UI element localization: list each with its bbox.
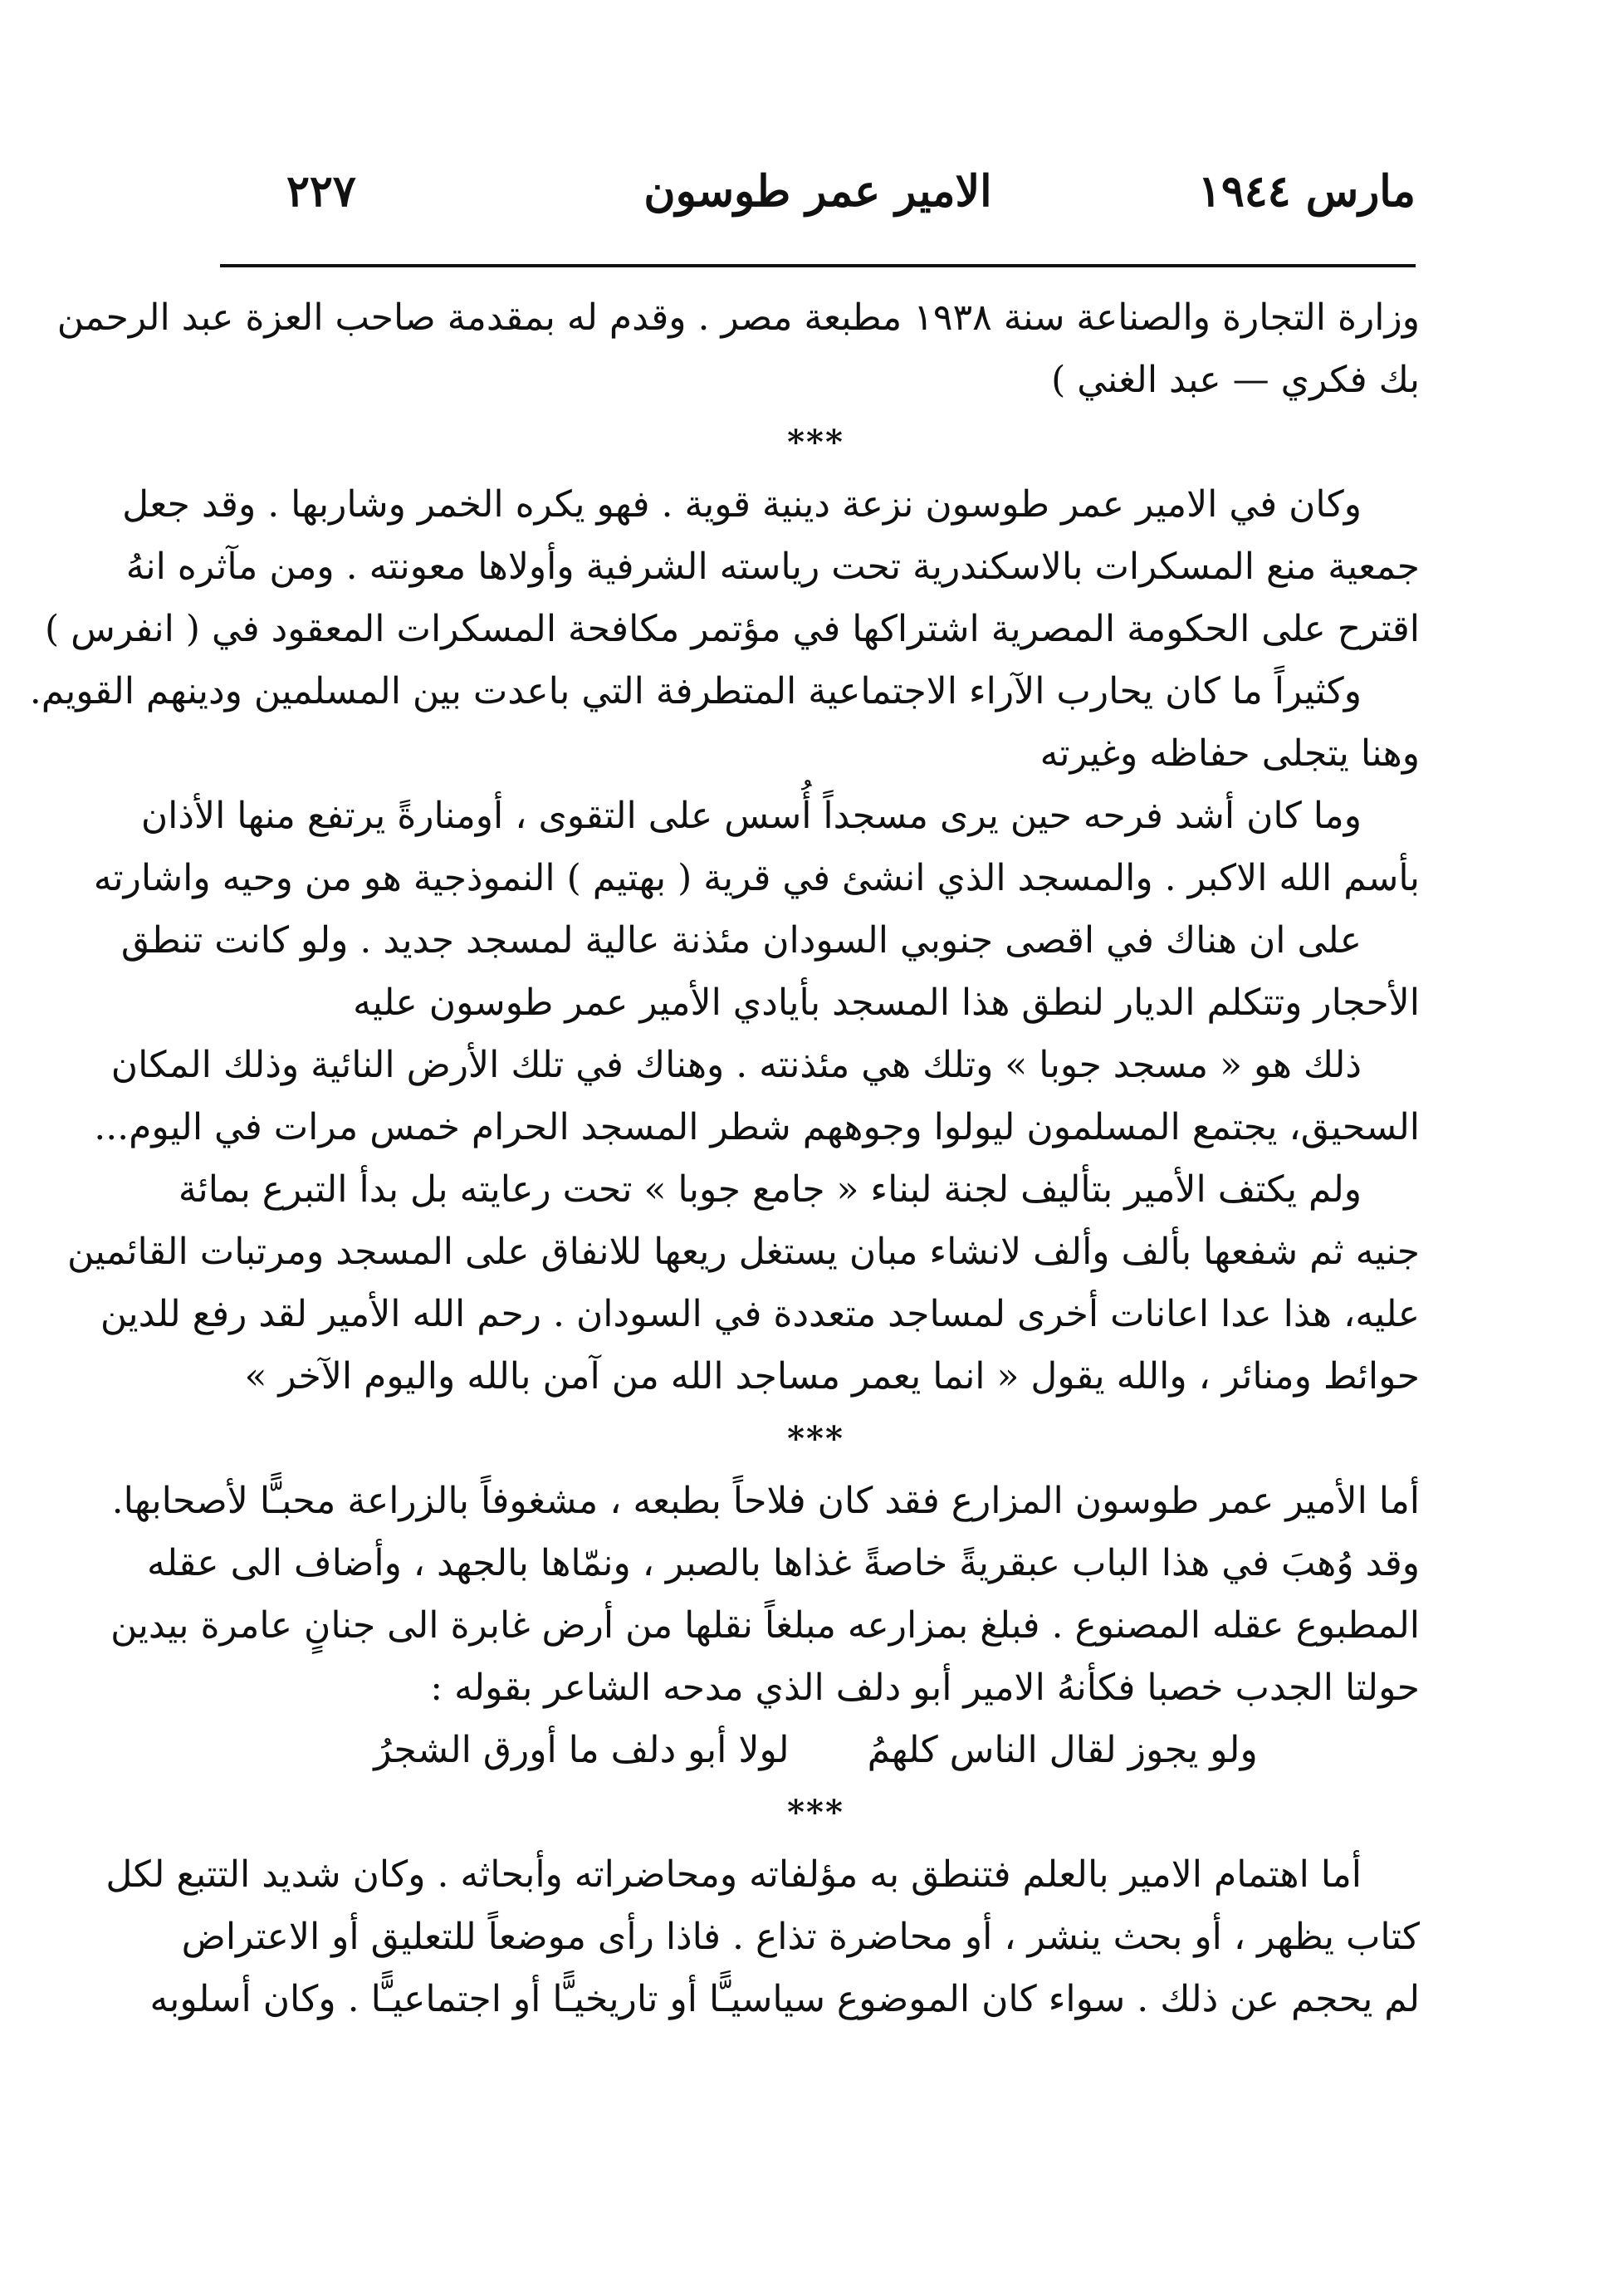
text-line: بك فكري — عبد الغني ) [1051,359,1420,401]
text-line: كتاب يظهر ، أو بحث ينشر ، أو محاضرة تذاع . فاذا رأى موضعاً للتعليق أو الاعتراض [181,1916,1420,1958]
text-line: اقترح على الحكومة المصرية اشتراكها في مؤتمر مكافحة المسكرات المعقود في ( انفرس ) [44,608,1420,650]
text-line: حولتا الجدب خصبا فكأنهُ الامير أبو دلف الذي مدحه الشاعر بقوله : [430,1667,1420,1709]
text-line: المطبوع عقله المصنوع . فبلغ بمزارعه مبلغاً نقلها من أرض غابرة الى جنانٍ عامرة بيدين [110,1604,1420,1647]
header-date: مارس ١٩٤٤ [1197,166,1416,217]
text-line: ذلك هو « مسجد جوبا » وتلك هي مئذنته . وهناك في تلك الأرض النائية وذلك المكان [110,1044,1362,1086]
text-line: السحيق، يجتمع المسلمون ليولوا وجوههم شطر المسجد الحرام خمس مرات في اليوم... [94,1106,1420,1148]
text-line: عليه، هذا عدا اعانات أخرى لمساجد متعددة في السودان . رحم الله الأمير لقد رفع للدين [100,1293,1420,1335]
poetry-verse [212,1719,1420,1781]
running-header [220,149,1416,233]
verse-first-hemistich: ولو يجوز لقال الناس كلهمُ [867,1729,1258,1771]
article-body [29,286,1420,2030]
page-number: ٢٢٧ [286,166,356,217]
paragraph-farmer [110,1470,1420,1781]
text-line: الأحجار وتتكلم الديار لنطق هذا المسجد بأيادي الأمير عمر طوسون عليه [353,982,1420,1024]
header-title: الامير عمر طوسون [643,166,992,217]
text-line: وكان في الامير عمر طوسون نزعة دينية قوية . فهو يكره الخمر وشاربها . وقد جعل [122,483,1362,526]
text-line: حوائط ومنائر ، والله يقول « انما يعمر مساجد الله من آمن بالله واليوم الآخر » [244,1355,1420,1398]
text-line: على ان هناك في اقصى جنوبي السودان مئذنة عالية لمسجد جديد . ولو كانت تنطق [120,919,1362,962]
paragraph-intro [56,286,1420,411]
section-separator: *** [787,1419,844,1458]
header-rule [220,264,1416,267]
section-separator: *** [787,1793,844,1832]
text-line: بأسم الله الاكبر . والمسجد الذي انشئ في قرية ( بهتيم ) النموذجية هو من وحيه واشارته [93,857,1420,899]
text-line: أما اهتمام الامير بالعلم فتنطق به مؤلفاته ومحاضراته وأبحاثه . وكان شديد التتبع لكل [105,1853,1362,1896]
text-line: وهنا يتجلى حفاظه وغيرته [1039,732,1420,775]
paragraph-science [105,1843,1420,2030]
text-line: وكثيراً ما كان يحارب الآراء الاجتماعية المتطرفة التي باعدت بين المسلمين ودينهم القويم. [29,670,1362,712]
text-line: وقد وُهبَ في هذا الباب عبقريةً خاصةً غذاها بالصبر ، ونمّاها بالجهد ، وأضاف الى عقله [147,1542,1420,1584]
text-line: جمعية منع المسكرات بالاسكندرية تحت رياسته الشرفية وأولاها معونته . ومن مآثره انهُ [125,546,1420,588]
text-line: وزارة التجارة والصناعة سنة ١٩٣٨ مطبعة مصر . وقدم له بمقدمة صاحب العزة عبد الرحمن [56,296,1420,339]
paragraph-religion [29,473,1420,1407]
verse-second-hemistich: لولا أبو دلف ما أورق الشجرُ [374,1729,790,1771]
text-line: ولم يكتف الأمير بتأليف لجنة لبناء « جامع جوبا » تحت رعايته بل بدأ التبرع بمائة [178,1168,1362,1211]
text-line: أما الأمير عمر طوسون المزارع فقد كان فلاحاً بطبعه ، مشغوفاً بالزراعة محبـًّا لأصحابها. [111,1480,1420,1522]
text-line: جنيه ثم شفعها بألف وألف لانشاء مبان يستغل ريعها للانفاق على المسجد ومرتبات القائمين [67,1231,1420,1273]
section-separator: *** [787,423,844,462]
text-line: لم يحجم عن ذلك . سواء كان الموضوع سياسيـًّا أو تاريخيـًّا أو اجتماعيـًّا . وكان أسلوبه [149,1978,1420,2020]
text-line: وما كان أشد فرحه حين يرى مسجداً أُسس على التقوى ، أومنارةً يرتفع منها الأذان [140,795,1362,837]
